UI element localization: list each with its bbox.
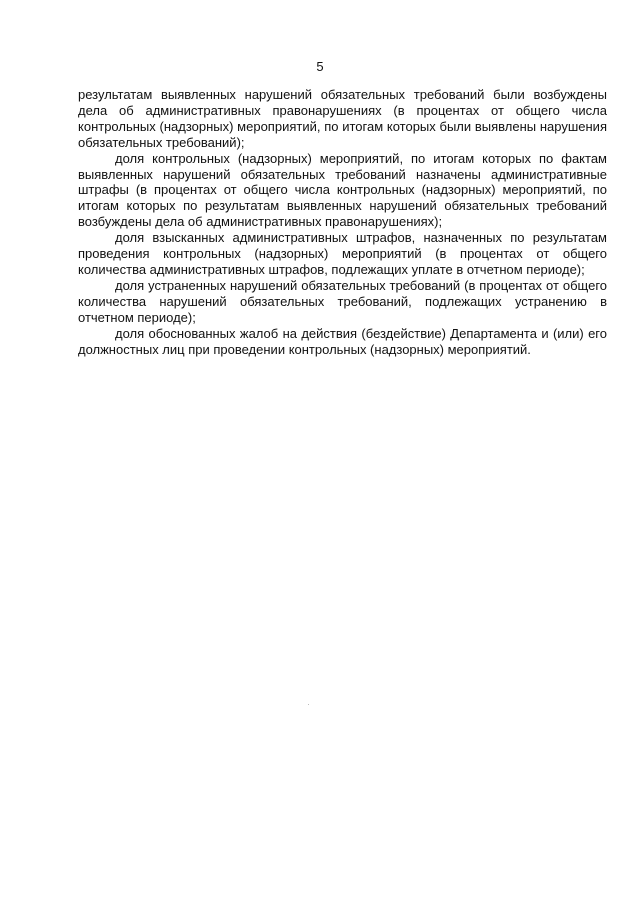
scan-speck	[308, 704, 309, 705]
page-number: 5	[316, 59, 324, 74]
paragraph-collected-fines: доля взысканных административных штрафов, назначенных по результатам проведения контрольных (надзорных) мероприятий (в процентах от общего количества административных штрафов, подлежащих уплате в отчетном периоде);	[78, 230, 607, 277]
paragraph-continuation: результатам выявленных нарушений обязательных требований были возбуждены дела об административных правонарушениях (в процентах от общего числа контрольных (надзорных) мероприятий, по итогам которых были выявлены нарушения обязательных требований);	[78, 87, 607, 150]
paragraph-fines-share: доля контрольных (надзорных) мероприятий, по итогам которых по фактам выявленных нарушений обязательных требований назначены административные штрафы (в процентах от общего числа контрольных (надзорных) мероприятий, по итогам которых по результатам выявленных нарушений обязательных требований возбуждены дела об административных правонарушениях);	[78, 150, 607, 230]
paragraph-justified-complaints: доля обоснованных жалоб на действия (бездействие) Департамента и (или) его должностных лиц при проведении контрольных (надзорных) мероприятий.	[78, 325, 607, 357]
paragraph-eliminated-violations: доля устраненных нарушений обязательных требований (в процентах от общего количества нарушений обязательных требований, подлежащих устранению в отчетном периоде);	[78, 277, 607, 325]
document-body	[78, 87, 607, 357]
